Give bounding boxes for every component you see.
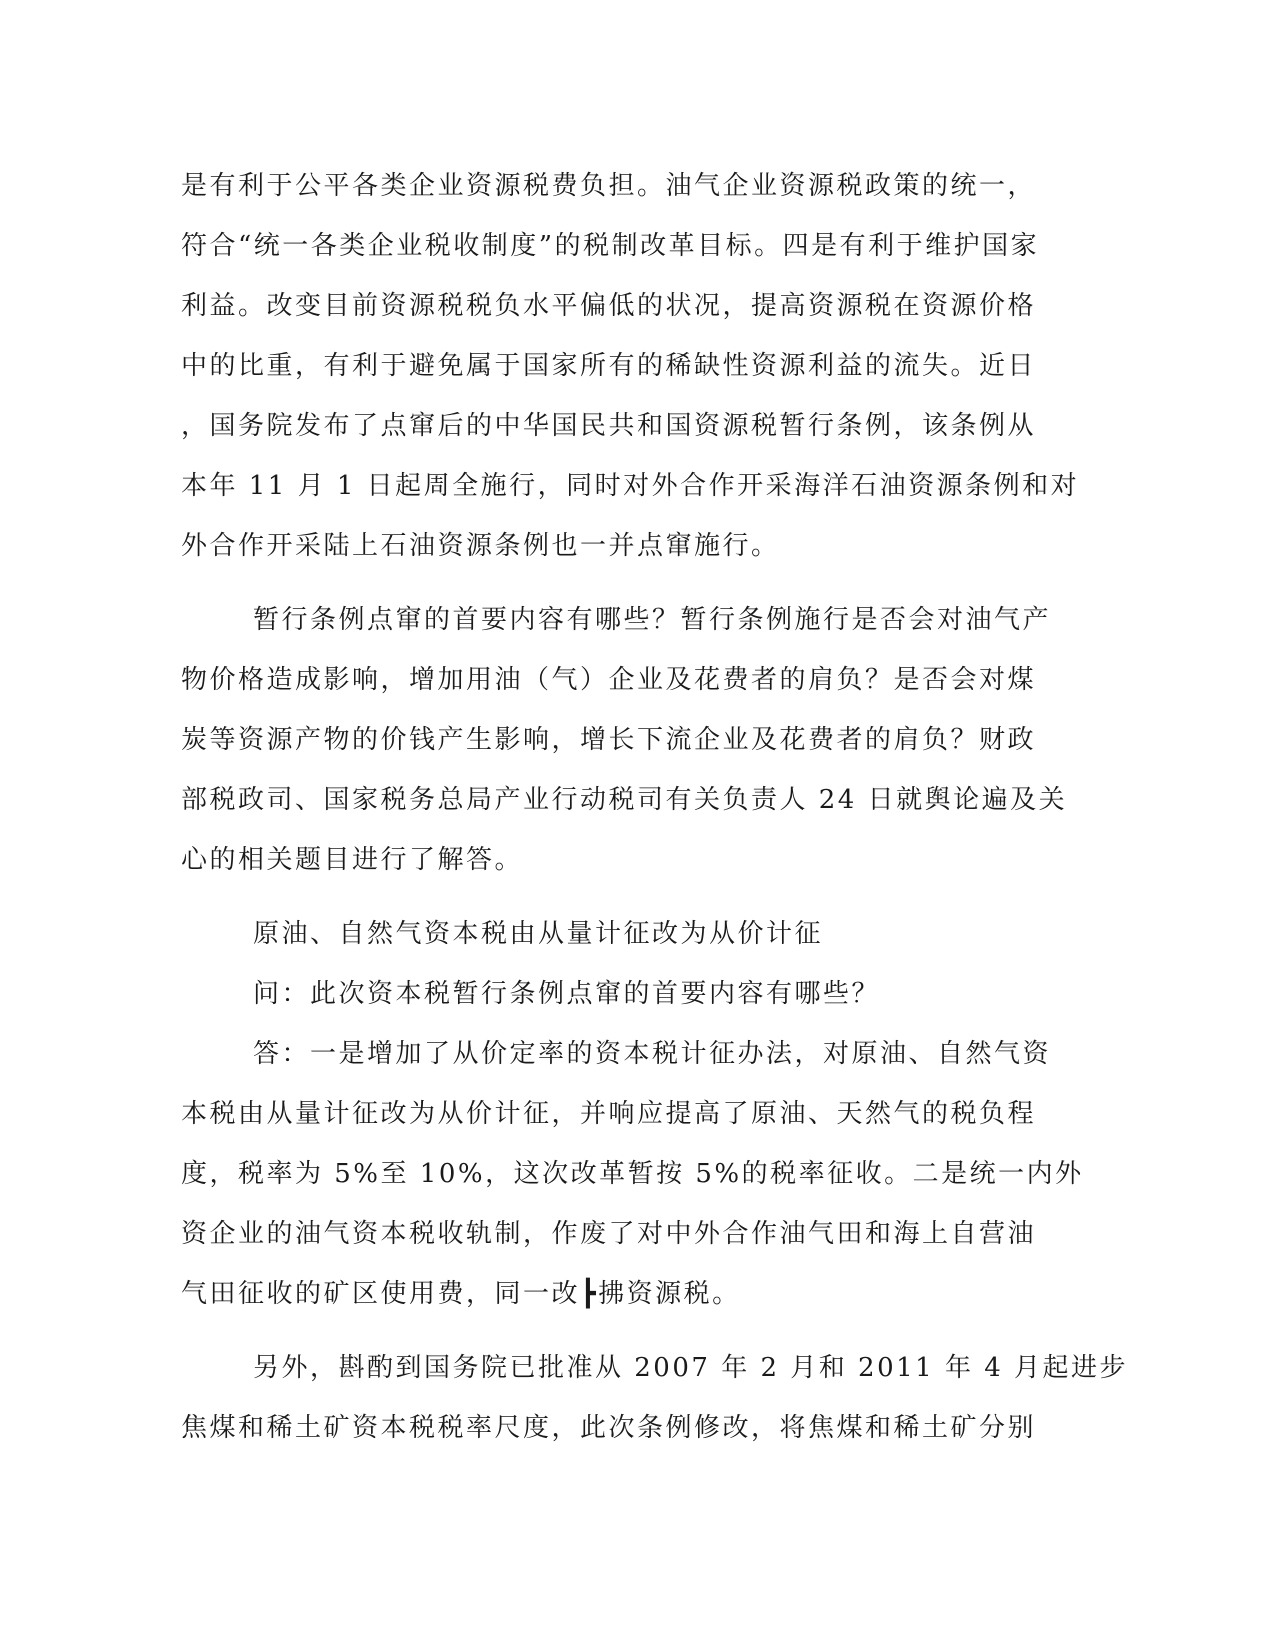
document-body xyxy=(181,156,1129,1458)
paragraph xyxy=(181,1338,1129,1458)
text-line: 度，税率为 5%至 10%，这次改革暂按 5%的税率征收。二是统一内外 xyxy=(181,1159,1084,1189)
text-line: 焦煤和稀土矿资本税税率尺度，此次条例修改，将焦煤和稀土矿分别 xyxy=(181,1413,1037,1443)
text-line: 问：此次资本税暂行条例点窜的首要内容有哪些？ xyxy=(253,979,881,1009)
text-line: 另外，斟酌到国务院已批准从 2007 年 2 月和 2011 年 4 月起进步 xyxy=(253,1353,1129,1383)
question-paragraph xyxy=(181,964,1041,1024)
text-line: 物价格造成影响，增加用油（气）企业及花费者的肩负？是否会对煤 xyxy=(181,665,1037,695)
text-line: 暂行条例点窜的首要内容有哪些？暂行条例施行是否会对油气产 xyxy=(253,605,1052,635)
text-line: 本税由从量计征改为从价计征，并响应提高了原油、天然气的税负程 xyxy=(181,1099,1037,1129)
text-line: 利益。改变目前资源税税负水平偏低的状况，提高资源税在资源价格 xyxy=(181,291,1037,321)
text-line: 原油、自然气资本税由从量计征改为从价计征 xyxy=(253,919,824,949)
text-line: 外合作开采陆上石油资源条例也一并点窜施行。 xyxy=(181,531,780,561)
text-line: 气田征收的矿区使用费，同一改┣拂资源税。 xyxy=(181,1279,741,1309)
answer-paragraph xyxy=(181,1024,1084,1324)
text-line: 中的比重，有利于避免属于国家所有的稀缺性资源利益的流失。近日 xyxy=(181,351,1037,381)
text-line: 答：一是增加了从价定率的资本税计征办法，对原油、自然气资 xyxy=(253,1039,1052,1069)
section-heading xyxy=(181,904,1041,964)
paragraph-gap xyxy=(181,1324,1041,1338)
text-line: 本年 11 月 1 日起周全施行，同时对外合作开采海洋石油资源条例和对 xyxy=(181,471,1080,501)
text-line: 资企业的油气资本税收轨制，作废了对中外合作油气田和海上自营油 xyxy=(181,1219,1037,1249)
text-line: 炭等资源产物的价钱产生影响，增长下流企业及花费者的肩负？财政 xyxy=(181,725,1037,755)
paragraph-gap xyxy=(181,576,1041,590)
text-line: 符合“统一各类企业税收制度”的税制改革目标。四是有利于维护国家 xyxy=(181,231,1040,261)
text-line: ，国务院发布了点窜后的中华国民共和国资源税暂行条例，该条例从 xyxy=(181,411,1037,441)
paragraph-gap xyxy=(181,890,1041,904)
text-line: 心的相关题目进行了解答。 xyxy=(181,845,524,875)
text-line: 是有利于公平各类企业资源税费负担。油气企业资源税政策的统一， xyxy=(181,171,1037,201)
paragraph xyxy=(181,590,1068,890)
paragraph xyxy=(181,156,1080,576)
text-line: 部税政司、国家税务总局产业行动税司有关负责人 24 日就舆论遍及关 xyxy=(181,785,1068,815)
